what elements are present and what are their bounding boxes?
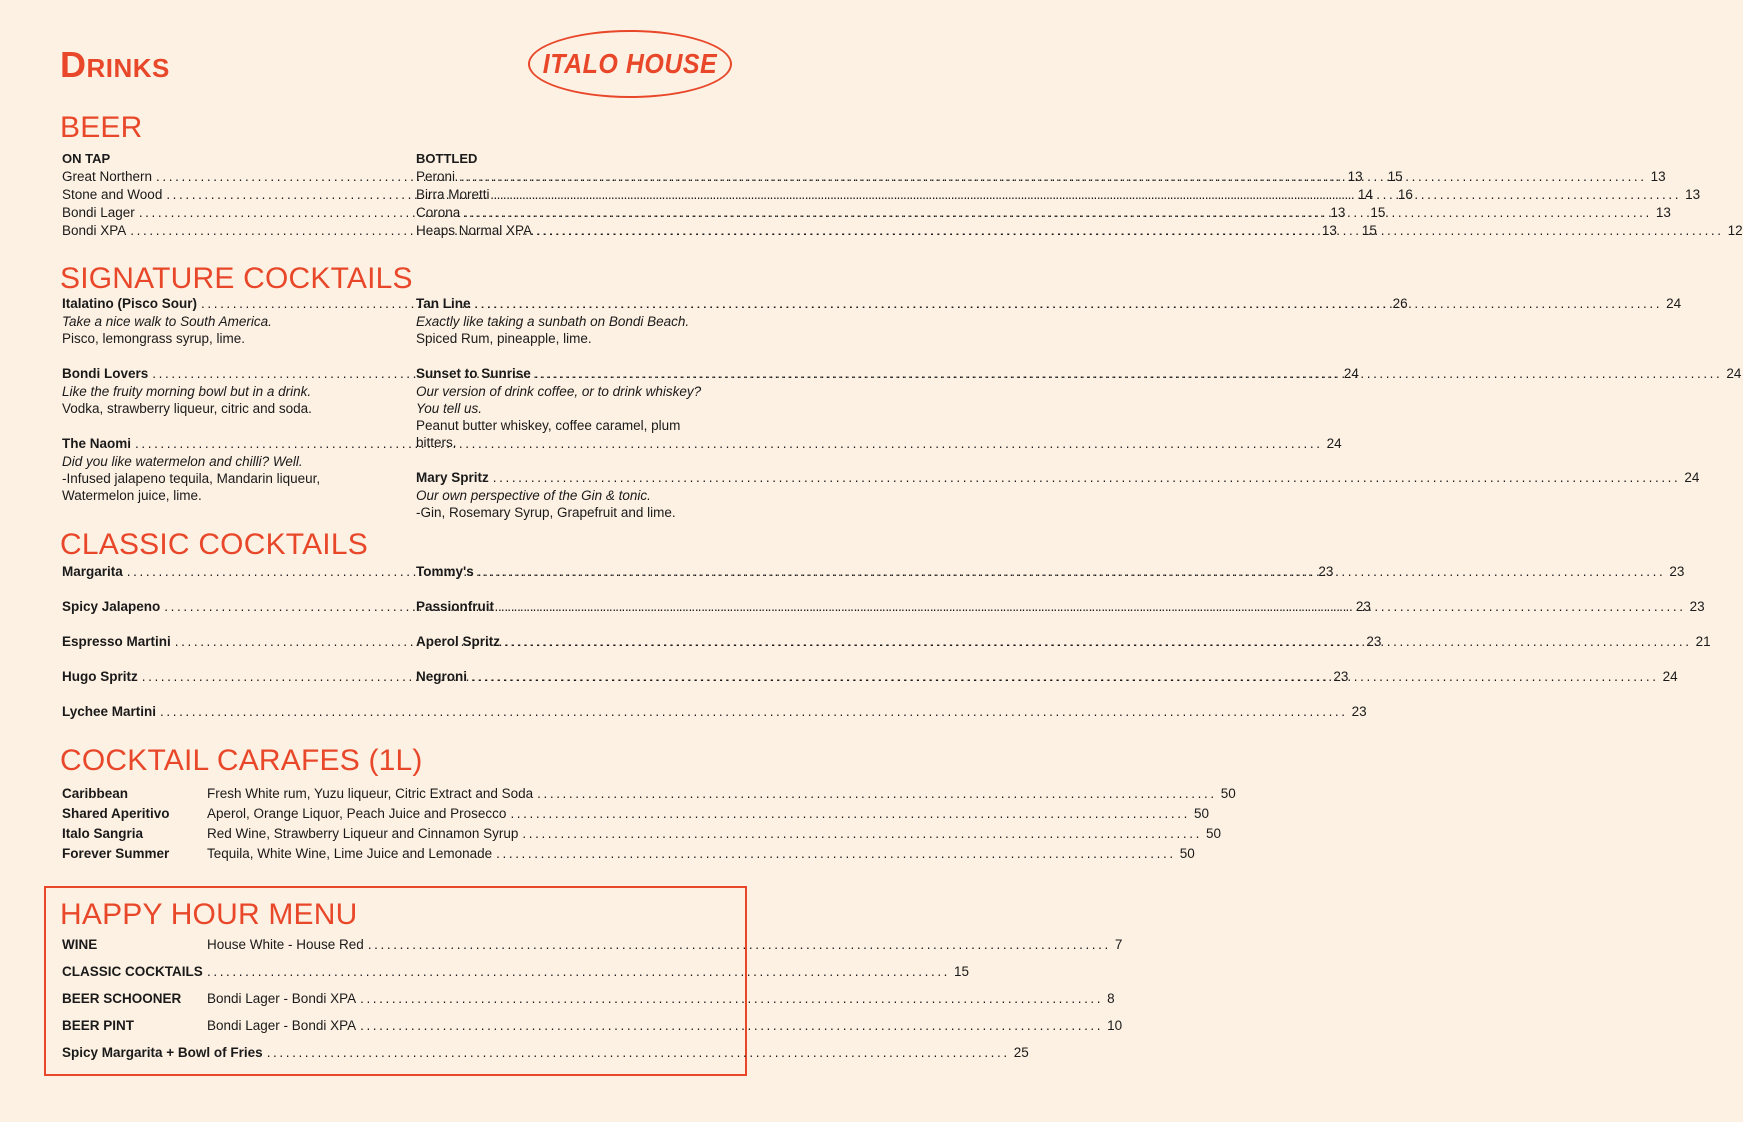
dot-leader: .....................................................................................................................	[266, 1045, 1010, 1060]
item-price: 13	[1330, 205, 1346, 220]
list-item	[62, 1017, 1123, 1035]
item-name: Bondi Lager	[62, 205, 135, 220]
item-price: 50	[1220, 786, 1236, 801]
item-price: 13	[1321, 223, 1337, 238]
item-name: WINE	[62, 937, 98, 952]
dot-leader: ...........................................................................................................	[537, 786, 1217, 801]
title-initial: D	[60, 44, 87, 85]
on-tap-label: ON TAP	[62, 151, 111, 166]
dot-leader	[490, 186, 1686, 204]
dot-leader	[460, 204, 1656, 222]
item-name: Spicy Jalapeno	[62, 599, 161, 614]
item-price: 7	[1114, 937, 1123, 952]
item-price-large: 15	[1387, 169, 1403, 184]
item-desc: Red Wine, Strawberry Liqueur and Cinnamon Syrup	[207, 826, 519, 841]
list-item	[416, 598, 1705, 616]
list-item	[416, 563, 1685, 581]
list-item	[62, 990, 1115, 1008]
list-item	[62, 784, 1236, 804]
classic-right	[416, 563, 1711, 686]
item-price: 13	[1650, 169, 1666, 184]
item-name: Margarita	[62, 564, 123, 579]
item-name: BEER PINT	[62, 1018, 135, 1033]
cocktail-name: Sunset to Sunrise	[416, 366, 531, 381]
beer-title: BEER	[60, 111, 143, 144]
item-desc: House White - House Red	[207, 937, 364, 952]
item-name: Spicy Margarita + Bowl of Fries	[62, 1045, 263, 1060]
item-name: Caribbean	[62, 786, 129, 801]
item-price: 50	[1205, 826, 1221, 841]
title-rest: RINKS	[86, 53, 170, 83]
cocktail-tagline: Take a nice walk to South America.	[62, 314, 272, 329]
item-desc: Bondi Lager - Bondi XPA	[207, 1018, 357, 1033]
item-name: Tommy's	[416, 564, 474, 579]
item-name: BEER SCHOONER	[62, 991, 182, 1006]
cocktail-price: 24	[1726, 366, 1742, 381]
item-desc: Aperol, Orange Liquor, Peach Juice and Prosecco	[207, 806, 507, 821]
dot-leader: .....................................................................................................................	[360, 991, 1104, 1006]
cocktail-tagline: Our own perspective of the Gin & tonic.	[416, 488, 651, 503]
item-price: 13	[1655, 205, 1671, 220]
item-price: 23	[1669, 564, 1685, 579]
dot-leader	[532, 222, 1728, 240]
happy-hour-list	[62, 936, 1123, 1071]
item-name: Peroni	[416, 169, 456, 184]
item-price: 21	[1695, 634, 1711, 649]
item-name: Bondi XPA	[62, 223, 127, 238]
item-name: Italo Sangria	[62, 826, 144, 841]
item-desc: Fresh White rum, Yuzu liqueur, Citric Extract and Soda	[207, 786, 534, 801]
item-price: 13	[1685, 187, 1701, 202]
item-name: Stone and Wood	[62, 187, 163, 202]
item-price: 23	[1689, 599, 1705, 614]
item-price: 50	[1193, 806, 1209, 821]
item-price: 23	[1366, 634, 1382, 649]
item-price-large: 15	[1370, 205, 1386, 220]
dot-leader	[471, 295, 1667, 313]
item-name: Aperol Spritz	[416, 634, 501, 649]
cocktail-price: 24	[1666, 296, 1682, 311]
cocktail-tagline: Exactly like taking a sunbath on Bondi Beach.	[416, 314, 690, 329]
item-desc: Tequila, White Wine, Lime Juice and Lemonade	[207, 846, 493, 861]
item-name: Hugo Spritz	[62, 669, 138, 684]
dot-leader: ...........................................................................................................	[496, 846, 1176, 861]
cocktail-name: Mary Spritz	[416, 470, 489, 485]
item-name: Passionfruit	[416, 599, 495, 614]
list-item	[62, 936, 1123, 954]
dot-leader: .....................................................................................................................	[360, 1018, 1104, 1033]
dot-leader	[467, 668, 1663, 686]
dot-leader	[489, 469, 1685, 487]
page-title	[60, 44, 170, 86]
carafes-list	[62, 784, 1236, 864]
cocktail-desc: Peanut butter whiskey, coffee caramel, plum bitters.	[416, 418, 681, 450]
dot-leader	[474, 563, 1670, 581]
item-name: Great Northern	[62, 169, 153, 184]
cocktail-price: 24	[1326, 436, 1342, 451]
cocktail-name: Tan Line	[416, 296, 471, 311]
dot-leader	[455, 168, 1651, 186]
dot-leader: ...........................................................................................................	[522, 826, 1202, 841]
item-price: 23	[1318, 564, 1334, 579]
happy-hour-title: HAPPY HOUR MENU	[60, 898, 358, 931]
item-price-large: 15	[1361, 223, 1377, 238]
item-price: 12	[1727, 223, 1743, 238]
item-price: 50	[1179, 846, 1195, 861]
item-name: Negroni	[416, 669, 468, 684]
dot-leader	[494, 598, 1690, 616]
dot-leader	[531, 365, 1727, 383]
dot-leader	[500, 633, 1696, 651]
cocktail-desc: Pisco, lemongrass syrup, lime.	[62, 331, 246, 346]
item-name: Lychee Martini	[62, 704, 157, 719]
cocktail-price: 26	[1392, 296, 1408, 311]
list-item	[62, 804, 1209, 824]
item-price: 23	[1355, 599, 1371, 614]
cocktail-desc: -Gin, Rosemary Syrup, Grapefruit and lime.	[416, 505, 676, 520]
cocktail-desc: Spiced Rum, pineapple, lime.	[416, 331, 592, 346]
cocktail-tagline: Did you like watermelon and chilli? Well.	[62, 454, 303, 469]
cocktail-price: 24	[1343, 366, 1359, 381]
item-name: Shared Aperitivo	[62, 806, 170, 821]
bottled-label: BOTTLED	[416, 151, 478, 166]
item-price: 14	[1357, 187, 1373, 202]
cocktail-desc: -Infused jalapeno tequila, Mandarin liqueur, Watermelon juice, lime.	[62, 471, 321, 503]
list-item	[62, 703, 1367, 721]
carafes-title: COCKTAIL CARAFES (1L)	[60, 744, 423, 777]
list-item	[62, 963, 970, 981]
cocktail-name: The Naomi	[62, 436, 132, 451]
item-price: 13	[1347, 169, 1363, 184]
item-name: Heaps Normal XPA	[416, 223, 533, 238]
item-price: 8	[1107, 991, 1115, 1006]
cocktail-desc: Vodka, strawberry liqueur, citric and soda.	[62, 401, 312, 416]
cocktail-tagline: Our version of drink coffee, or to drink whiskey? You tell us.	[416, 384, 702, 416]
item-price: 25	[1013, 1045, 1029, 1060]
item-price: 10	[1107, 1018, 1123, 1033]
item-desc: Bondi Lager - Bondi XPA	[207, 991, 357, 1006]
cocktail-item	[416, 365, 1742, 451]
dot-leader: ...........................................................................................................	[510, 806, 1190, 821]
signature-title: SIGNATURE COCKTAILS	[60, 262, 413, 295]
cocktail-price: 24	[1684, 470, 1700, 485]
item-name: CLASSIC COCKTAILS	[62, 964, 203, 979]
list-item	[62, 824, 1221, 844]
item-price: 23	[1333, 669, 1349, 684]
item-price: 24	[1662, 669, 1678, 684]
cocktail-item	[416, 469, 1700, 521]
cocktail-name: Bondi Lovers	[62, 366, 149, 381]
logo-text: ITALO HOUSE	[542, 48, 718, 79]
list-item	[62, 844, 1195, 864]
list-item	[62, 1044, 1029, 1062]
cocktail-name: Italatino (Pisco Sour)	[62, 296, 198, 311]
classic-title: CLASSIC COCKTAILS	[60, 528, 368, 561]
item-name: Birra Moretti	[416, 187, 490, 202]
dot-leader	[156, 703, 1352, 721]
cocktail-tagline: Like the fruity morning bowl but in a drink.	[62, 384, 312, 399]
dot-leader: .....................................................................................................................	[367, 937, 1111, 952]
brand-logo	[528, 30, 732, 98]
item-price: 15	[954, 964, 970, 979]
item-price: 23	[1351, 704, 1367, 719]
dot-leader: .....................................................................................................................	[207, 964, 951, 979]
item-name: Espresso Martini	[62, 634, 171, 649]
item-name: Forever Summer	[62, 846, 170, 861]
item-name: Corona	[416, 205, 461, 220]
item-price-large: 16	[1397, 187, 1413, 202]
